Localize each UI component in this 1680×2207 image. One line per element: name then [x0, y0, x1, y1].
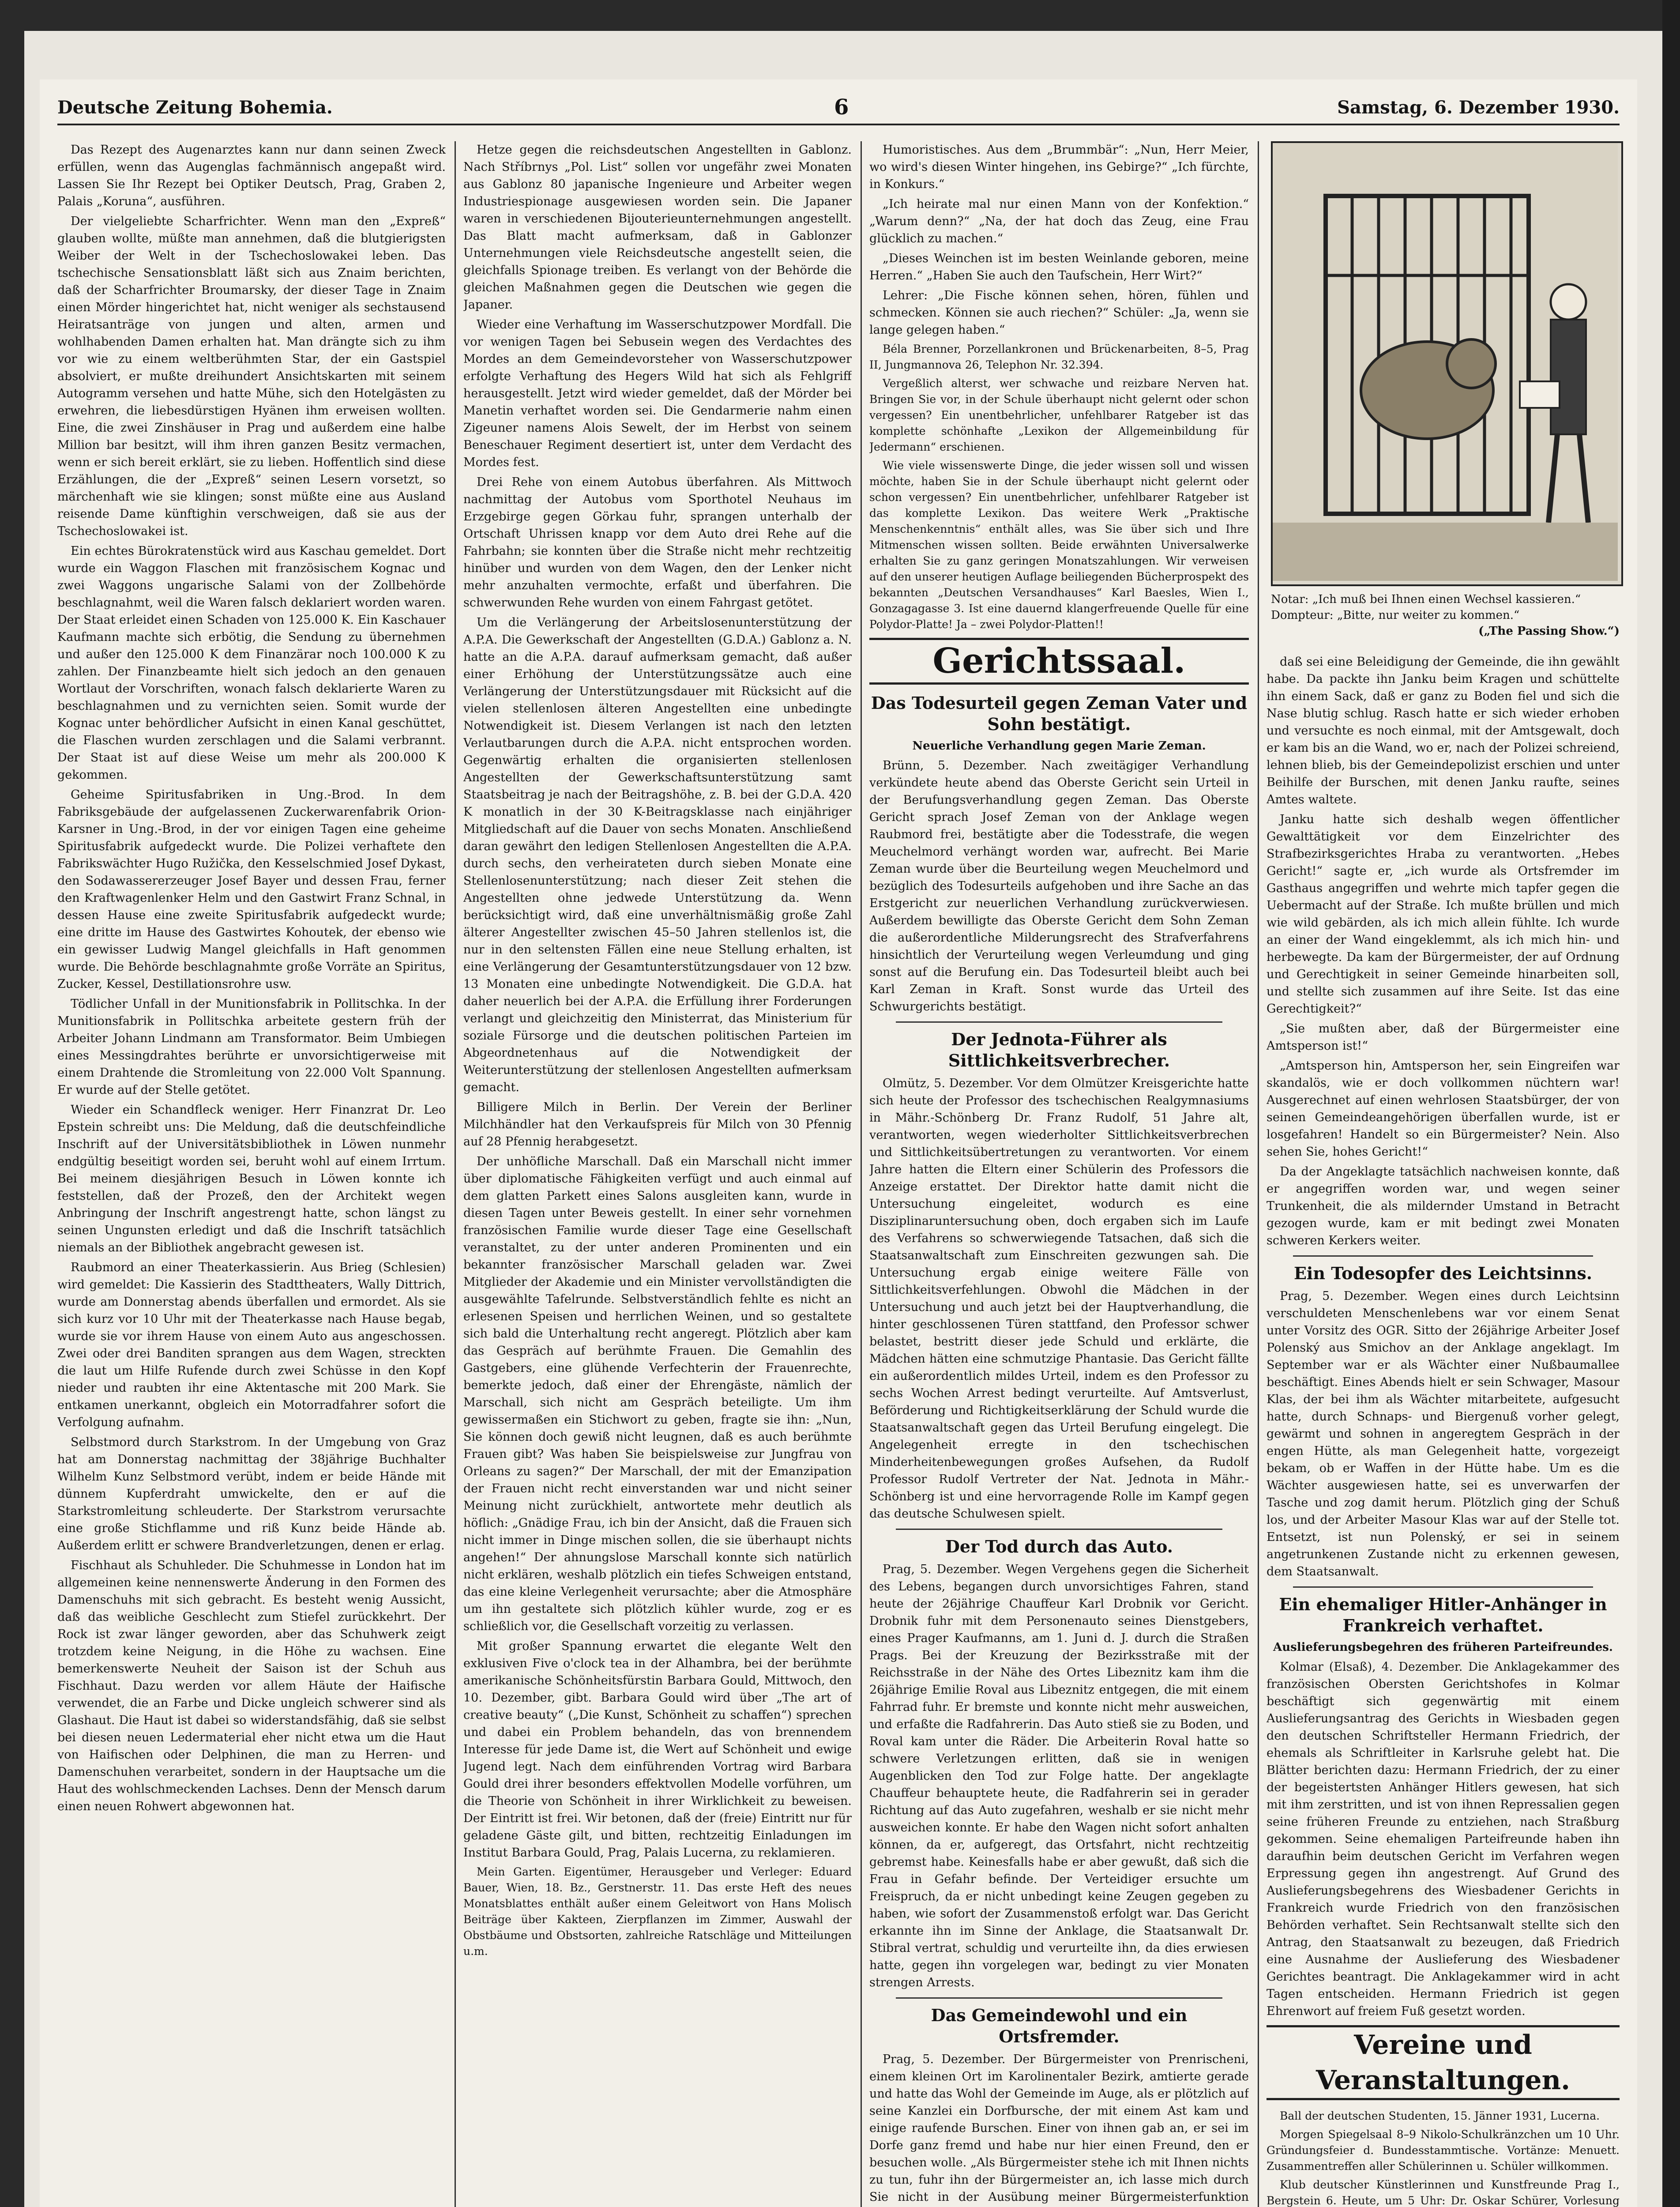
article-headline: Ein ehemaliger Hitler-Anhänger in Frankreich verhaftet.	[1279, 1594, 1607, 1635]
article-paragraph: Da der Angeklagte tatsächlich nachweisen konnte, daß er angegriffen worden war, und wegen seiner Trunkenheit, die als mildernder Umstand in Betracht gezogen wurde, kam er mit bedingt zwei Monaten schweren Kerkers weiter.	[1267, 1165, 1620, 1247]
article-paragraph: Lehrer: „Die Fische können sehen, hören, fühlen und schmecken. Können sie auch riechen?“ Schüler: „Ja, wenn sie lange gelegen haben.“	[869, 289, 1249, 337]
article-headline: Der Tod durch das Auto.	[945, 1537, 1173, 1556]
column-1	[57, 141, 446, 2207]
article-paragraph: Mit großer Spannung erwartet die elegante Welt den exklusiven Five o'clock tea in der Alhambra, bei der berühmte amerikanische Schönheitsfürstin Barbara Gould, Mittwoch, den 10. Dezember, gibt. Barbara Gould wird über „The art of creative beauty“ („Die Kunst, Schönheit zu schaffen“) sprechen und dabei ein Problem behandeln, das von brennendem Interesse für jede Dame ist, die Wert auf Schönheit und ewige Jugend legt. Nach dem einführenden Vortrag wird Barbara Gould drei ihrer besonders effektvollen Modelle vorführen, um die Theorie von Schönheit in ihrer Wirklichkeit zu beweisen. Der Eintritt ist frei. Wir betonen, daß der (freie) Eintritt nur für geladene Gäste gilt, und bitten, rechtzeitig Einladungen im Institut Barbara Gould, Prag, Palais Lucerna, zu reklamieren.	[463, 1639, 852, 1860]
article-subheadline: Neuerliche Verhandlung gegen Marie Zeman.	[912, 739, 1206, 753]
event-listing: Morgen Spiegelsaal 8–9 Nikolo-Schulkränzchen um 10 Uhr. Gründungsfeier d. Bundesstammtische. Vortänze: Menuett. Zusammentreffen aller Schülerinnen u. Schüler willkommen.	[1267, 2128, 1620, 2173]
article-subheadline: Auslieferungsbegehren des früheren Parteifreundes.	[1273, 1641, 1613, 1654]
cartoon-drawing	[1273, 143, 1618, 581]
column-4	[1267, 653, 1620, 2207]
article-paragraph: Ein echtes Bürokratenstück wird aus Kaschau gemeldet. Dort wurde ein Waggon Flaschen mit französischem Kognac und zwei Waggons ungarische Salami von der Zollbehörde beschlagnahmt, weil die Waren falsch deklariert worden waren. Der Staat erleidet einen Schaden von 125.000 K. Ein Kaschauer Kaufmann machte sich erbötig, die Sendung zu übernehmen und außer den 125.000 K dem Finanzärar noch 100.000 K zu zahlen. Der Finanzbeamte hielt sich jedoch an den genauen Wortlaut der Vorschriften, wonach falsch deklarierte Waren zu beschlagnahmen und zu vernichten seien. Somit wurde der Kognac unter behördlicher Aufsicht in einen Kanal geschüttet, die Flaschen wurden zerschlagen und die Salami verbrannt. Der Staat ist auf diese Weise um mehr als 200.000 K gekommen.	[57, 544, 446, 782]
column-divider	[861, 141, 862, 2207]
scan-border-top	[0, 0, 1680, 31]
article-paragraph: Wieder eine Verhaftung im Wasserschutzpower Mordfall. Die vor wenigen Tagen bei Sebusein wegen des Verdachtes des Mordes an dem Gemeindevorsteher von Wasserschutzpower erfolgte Verhaftung des Hegers Wild hat sich als Fehlgriff herausgestellt. Jetzt wird wieder gemeldet, daß der Mörder bei Manetin verhaftet worden sei. Die Gendarmerie nahm einen Zigeuner namens Alois Sewelt, der im Herbst von seinem Beneschauer Regiment desertiert ist, unter dem Verdacht des Mordes fest.	[463, 318, 852, 469]
event-listing: Klub deutscher Künstlerinnen und Kunstfreunde Prag I., Bergstein 6. Heute, um 5 Uhr: Dr. Oskar Schürer, Vorlesung	[1267, 2178, 1620, 2207]
article-paragraph: „Ich heirate mal nur einen Mann von der Konfektion.“ „Warum denn?“ „Na, der hat doch das Zeug, eine Frau glücklich zu machen.“	[869, 197, 1249, 245]
article-divider	[896, 1997, 1222, 1999]
cartoon-caption-text: Notar: „Ich muß bei Ihnen einen Wechsel kassieren.“ Dompteur: „Bitte, nur weiter zu kommen.“	[1271, 593, 1581, 622]
section-title-gerichtssaal: Gerichtssaal.	[869, 638, 1249, 685]
article-paragraph: Tödlicher Unfall in der Munitionsfabrik in Pollitschka. In der Munitionsfabrik in Pollitschka arbeitete gestern früh der Arbeiter Johann Lindmann am Transformator. Beim Umbiegen eines Messingdrahtes berührte er unvorsichtigerweise mit einem Drahtende die Stromleitung von 22.000 Volt Spannung. Er wurde auf der Stelle getötet.	[57, 997, 446, 1097]
article-paragraph: Selbstmord durch Starkstrom. In der Umgebung von Graz hat am Donnerstag nachmittag der 38jährige Buchhalter Wilhelm Kunz Selbstmord verübt, indem er beide Hände mit dünnem Kupferdraht umwickelte, den er auf die Starkstromleitung schleuderte. Der Starkstrom verursachte eine große Stichflamme und riß Kunz beide Hände ab. Außerdem erlitt er schwere Brandverletzungen, denen er erlag.	[57, 1435, 446, 1552]
advertisement: Béla Brenner, Porzellankronen und Brückenarbeiten, 8–5, Prag II, Jungmannova 26, Telephon Nr. 32.394.	[869, 343, 1249, 371]
article-paragraph: Mein Garten. Eigentümer, Herausgeber und Verleger: Eduard Bauer, Wien, 18. Bz., Gerstnerstr. 11. Das erste Heft des neues Monatsblattes enthält außer einem Geleitwort von Hans Molisch Beiträge über Kakteen, Zierpflanzen im Zimmer, Auswahl der Obstbäume und Obstsorten, zahlreiche Ratschläge und Mitteilungen u.m.	[463, 1865, 852, 1958]
article-divider	[1293, 1586, 1593, 1588]
newspaper-page	[40, 79, 1637, 2207]
masthead-date: Samstag, 6. Dezember 1930.	[1337, 97, 1620, 118]
article-body: Prag, 5. Dezember. Der Bürgermeister von Prenrischeni, einem kleinen Ort im Karolinentaler Bezirk, amtierte gerade und hatte das Wohl der Gemeinde im Auge, als er plötzlich auf seine Kanzlei ein Dorfbursche, der mit einem Ast kam und einige raufende Burschen. Einer von ihnen gab an, er sei im Dorfe ganz fremd und habe nur hier einen Freund, den er besuchen wolle. „Als Bürgermeister stehe ich mit Ihnen nichts zu tun, fuhr ihn der Bürgermeister an, ich lasse mich durch Sie nicht in der Ausübung meiner Bürgermeisterfunktion	[869, 2053, 1249, 2204]
article-paragraph: Geheime Spiritusfabriken in Ung.-Brod. In dem Fabriksgebäude der aufgelassenen Zuckerwarenfabrik Orion-Karsner in Ung.-Brod, in der vor einigen Tagen eine geheime Spiritusfabrik aufgedeckt wurde. Die Polizei verhaftete den Fabrikswächter Hugo Ružička, den Kesselschmied Josef Dykast, den Sodawassererzeuger Josef Bayer und dessen Frau, ferner den Kraftwagenlenker Helm und den Gastwirt Franz Schnal, in dessen Hause eine zweite Spiritusfabrik aufgedeckt wurde; eine dritte im Hause des Gastwirtes Kohoutek, der ebenso wie ein gewisser Ludwig Mangel gleichfalls in Haft genommen wurde. Die Behörde beschlagnahmte große Vorräte an Spiritus, Zucker, Kessel, Destillationsrohre usw.	[57, 788, 446, 991]
column-divider	[1258, 141, 1259, 2207]
article-body: Brünn, 5. Dezember. Nach zweitägiger Verhandlung verkündete heute abend das Oberste Gericht sein Urteil in der Berufungsverhandlung gegen Zeman. Das Oberste Gericht sprach Josef Zeman von der Anklage wegen Raubmord frei, bestätigte aber die Todesstrafe, die wegen Meuchelmord verhängt worden war, aufrecht. Bei Marie Zeman wurde über die Beurteilung wegen Meuchelmord und bezüglich des Todesurteils aufgehoben und ihre Sache an das Erstgericht zur neuerlichen Verhandlung zurückverwiesen. Außerdem bewilligte das Oberste Gericht dem Sohn Zeman die außerordentliche Milderungsrecht des Strafverfahrens hinsichtlich der Verurteilung wegen Verleumdung und ging sonst auf die Berufung ein. Das Todesurteil bleibt auch bei Karl Zeman in Kraft. Sonst wurde das Urteil des Schwurgerichts bestätigt.	[869, 759, 1249, 1013]
article-paragraph: Drei Rehe von einem Autobus überfahren. Als Mittwoch nachmittag der Autobus vom Sporthotel Neuhaus im Erzgebirge gegen Görkau fuhr, sprangen unterhalb der Ortschaft Uhrissen knapp vor dem Auto drei Rehe auf die Fahrbahn; sie konnten über die Straße nicht mehr rechtzeitig hinüber und wurden von dem Wagen, den der Lenker nicht mehr anzuhalten vermochte, erfaßt und überfahren. Die schwerwunden Rehe wurden von einem Fahrgast getötet.	[463, 475, 852, 610]
article-paragraph: Janku hatte sich deshalb wegen öffentlicher Gewalttätigkeit vor dem Einzelrichter des Strafbezirksgerichtes Hraba zu verantworten. „Hebes Gericht!“ sagte er, „ich wurde als Ortsfremder im Gasthaus angegriffen und wehrte mich tapfer gegen die Uebermacht auf der Straße. Ich mußte brüllen und mich wie wild gebärden, als ich mich allein fühlte. Ich wurde an einer der Wand eingeklemmt, als ich mich hin- und herbewegte. Da kam der Bürgermeister, der auf Ordnung und Gerechtigkeit in seiner Gemeinde hinarbeiten soll, und stellte sich zusammen auf ihre Seite. Ist das eine Gerechtigkeit?“	[1267, 813, 1620, 1016]
article-paragraph: Raubmord an einer Theaterkassierin. Aus Brieg (Schlesien) wird gemeldet: Die Kassierin des Stadttheaters, Wally Dittrich, wurde am Donnerstag abends überfallen und ermordet. Als sie sich kurz vor 10 Uhr mit der Theaterkasse nach Hause begab, wurde sie vor ihrem Hause von einem Auto aus angeschossen. Zwei oder drei Banditen sprangen aus dem Wagen, streckten die laut um Hilfe Rufende durch zwei Schüsse in den Kopf nieder und raubten ihr eine Aktentasche mit 200 Mark. Sie entkamen unerkannt, obgleich ein Motorradfahrer sofort die Verfolgung aufnahm.	[57, 1261, 446, 1429]
article-paragraph: Der unhöfliche Marschall. Daß ein Marschall nicht immer über diplomatische Fähigkeiten verfügt und auch einmal auf dem glatten Parkett eines Salons ausgleiten kann, wurde in diesen Tagen unter Beweis gestellt. In einer sehr vornehmen französischen Familie wurde dieser Tage eine Gesellschaft veranstaltet, zu der unter anderen Prominenten und ein bekannter französischer Marschall geladen war. Zwei Mitglieder der Akademie und ein Minister vervollständigten die ausgewählte Tafelrunde. Selbstverständlich fehlte es nicht an erlesenen Speisen und herrlichen Weinen, und so gestaltete sich bald die Unterhaltung recht angeregt. Plötzlich aber kam das Gespräch auf berühmte Frauen. Die Gemahlin des Gastgebers, eine glühende Verfechterin der Frauenrechte, bemerkte jedoch, daß einer der Ehrengäste, nämlich der Marschall, sich nicht am Gespräch beteiligte. Um ihm gewissermaßen ein Stichwort zu geben, fragte sie ihn: „Nun, Sie können doch gewiß nicht leugnen, daß es auch berühmte Frauen gibt? Was haben Sie beispielsweise zur Jungfrau von Orleans zu sagen?“ Der Marschall, der mit der Emanzipation der Frauen nicht recht einverstanden war und nicht seiner Meinung nicht zurückhielt, antwortete mehr deutlich als höflich: „Gnädige Frau, ich bin der Ansicht, daß die Frauen sich nicht immer in Dinge mischen sollen, die sie überhaupt nichts angehen!“ Der ahnungslose Marschall konnte sich natürlich nicht erklären, weshalb plötzlich ein tiefes Schweigen entstand, das eine kleine Verlegenheit verursachte; aber die Atmosphäre um ihn gestaltete sich plötzlich kühler wurde, zog er es schließlich vor, die Gesellschaft vorzeitig zu verlassen.	[463, 1155, 852, 1633]
article-paragraph: Hetze gegen die reichsdeutschen Angestellten in Gablonz. Nach Stříbrnys „Pol. List“ sollen vor ungefähr zwei Monaten aus Gablonz 80 japanische Ingenieure und Arbeiter wegen Industriespionage ausgewiesen worden sein. Die Japaner waren in verschiedenen Bijouterieunternehmungen angestellt. Das Blatt macht aufmerksam, daß in Gablonzer Unternehmungen viele Reichsdeutsche angestellt seien, die gleichfalls Spionage treiben. Es verlangt von der Behörde die gleichen Maßnahmen gegen die Deutschen wie gegen die Japaner.	[463, 143, 852, 312]
article-body: Prag, 5. Dezember. Wegen Vergehens gegen die Sicherheit des Lebens, begangen durch unvorsichtiges Fahren, stand heute der 26jährige Chauffeur Karl Drobnik vor Gericht. Drobnik fuhr mit dem Personenauto seines Dienstgebers, eines Prager Kaufmanns, am 1. Juni d. J. durch die Straßen Prags. Bei der Kreuzung der Bezirksstraße mit der Reichsstraße in der Nähe des Ortes Libeznitz kam ihm die 26jährige Emilie Roval aus Libeznitz entgegen, die mit einem Fahrrad fuhr. Er bremste und konnte nicht mehr ausweichen, und erfaßte die Radfahrerin. Das Auto stieß sie zu Boden, und Roval kam unter die Räder. Die Arbeiterin Roval hatte so schwere Verletzungen erlitten, daß sie in wenigen Augenblicken den Tod zur Folge hatte. Der angeklagte Chauffeur behauptete heute, die Radfahrerin sei in gerader Richtung auf das Auto zugefahren, weshalb er sie nicht mehr ausweichen konnte. Er habe den Wagen nicht sofort anhalten können, da er, aufgeregt, das Ortsfahrt, nicht rechtzeitig gebremst habe. Keinesfalls habe er aber gewußt, daß sich die Frau in Gefahr befinde. Der Verteidiger ersuchte um Freispruch, da er nicht unbedingt keine Zeugen gegeben zu haben, wie sofort der Zusammenstoß erfolgt war. Das Gericht erkannte ihn im Sinne der Anklage, die Staatsanwalt Dr. Stibral vertrat, schuldig und verurteilte ihn, da dies erwiesen hatte, gegen ihn vorgelegen war, bedingt zu vier Monaten strengen Arrests.	[869, 1563, 1249, 1989]
article-headline: Ein Todesopfer des Leichtsinns.	[1293, 1263, 1593, 1283]
article-paragraph: Billigere Milch in Berlin. Der Verein der Berliner Milchhändler hat den Verkaufspreis für Milch von 30 Pfennig auf 28 Pfennig herabgesetzt.	[463, 1100, 852, 1149]
article-divider	[1293, 1255, 1593, 1257]
column-3	[869, 141, 1249, 2207]
article-paragraph: „Sie mußten aber, daß der Bürgermeister eine Amtsperson ist!“	[1267, 1022, 1620, 1053]
cartoon-caption	[1271, 591, 1620, 639]
article-paragraph: Das Rezept des Augenarztes kann nur dann seinen Zweck erfüllen, wenn das Augenglas fachmännisch angepaßt wird. Lassen Sie Ihr Rezept bei Optiker Deutsch, Prag, Graben 2, Palais „Koruna“, ausführen.	[57, 143, 446, 208]
event-listing: Ball der deutschen Studenten, 15. Jänner 1931, Lucerna.	[1280, 2109, 1600, 2122]
scan-border-right	[1662, 0, 1680, 2207]
article-headline: Das Gemeindewohl und ein Ortsfremder.	[931, 2005, 1188, 2046]
article-paragraph: Wieder ein Schandfleck weniger. Herr Finanzrat Dr. Leo Epstein schreibt uns: Die Meldung, daß die deutschfeindliche Inschrift auf der Universitätsbibliothek in Löwen nunmehr endgültig beseitigt worden sei, beruht wohl auf einem Irrtum. Bei meinem diesjährigen Besuch in Löwen konnte ich feststellen, daß der Prozeß, den der Architekt wegen Anbringung der Inschrift angestrengt hatte, schon längst zu seinen Ungunsten erledigt und daß die Inschrift tatsächlich niemals an der Bibliothek angebracht gewesen ist.	[57, 1103, 446, 1254]
article-headline: Das Todesurteil gegen Zeman Vater und Sohn bestätigt.	[871, 693, 1248, 734]
article-body: Prag, 5. Dezember. Wegen eines durch Leichtsinn verschuldeten Menschenlebens war vor einem Senat unter Vorsitz des OGR. Sitto der 26jährige Arbeiter Josef Polenský aus Smichov an der Anklage angeklagt. Im September war er als Wächter einer Nußbaumallee beschäftigt. Eines Abends hielt er sein Schwager, Masour Klas, der bei ihm als Wächter mitarbeitete, aufgesucht hatte, durch Schnaps- und Biergenuß vorher gelegt, gewärmt und sohnen in angeregtem Gespräch in der engen Hütte, als man Gelegenheit hatte, vorgezeigt bekam, ob er Waffen in der Hütte habe. Um es die Wächter ausgewiesen hatte, sei es unverwarfen der Tasche und zog damit herum. Plötzlich ging der Schuß los, und der Arbeiter Masour Klas war auf der Stelle tot. Entsetzt, ist nun Polenský, er sei in seinem angetrunkenen Zustande nicht zu erkennen gewesen, dem Staatsanwalt.	[1267, 1289, 1620, 1578]
article-paragraph: „Amtsperson hin, Amtsperson her, sein Eingreifen war skandalös, wie er doch vollkommen nüchtern war! Ausgerechnet auf einen wehrlosen Staatsbürger, der von seinen Gemeindeangehörigen überfallen wurde, ist er losgefahren! Handelt so ein Bürgermeister? Nein. Also sehen Sie, hohes Gericht!“	[1267, 1059, 1620, 1159]
article-paragraph: Fischhaut als Schuhleder. Die Schuhmesse in London hat im allgemeinen keine nennenswerte Änderung in den Formen des Damenschuhs mit sich gebracht. Es besteht wenig Aussicht, daß das weibliche Geschlecht zum Stiefel zurückkehrt. Der Rock ist zwar länger geworden, aber das Schuhwerk zeigt trotzdem keine Neigung, in die Höhe zu wachsen. Eine bemerkenswerte Neuheit der Saison ist der Schuh aus Fischhaut. Dazu werden vor allem Häute der Haifische verwendet, die an Farbe und Dicke ungleich schwerer sind als Glashaut. Die Haut ist dabei so widerstandsfähig, daß sie selbst bei diesen neuen Ledermaterial eher nicht etwa um die Haut von Haifischen oder Delphinen, die man zu Herren- und Damenschuhen verarbeitet, sondern in der Hauptsache um die Haut des wohlschmeckenden Lachses. Denn der Mensch darum einen neuen Rohwert abgewonnen hat.	[57, 1559, 446, 1813]
article-divider	[896, 1529, 1222, 1530]
article-paragraph: daß sei eine Beleidigung der Gemeinde, die ihn gewählt habe. Da packte ihn Janku beim Kragen und schüttelte ihn einem Sack, daß er ganz zu Boden fiel und sich die Nase blutig schlug. Rasch hatte er sich wieder erhoben und versuchte es noch einmal, mit der Amtsgewalt, doch er kam bis an die Wand, wo er, nach der Polizei schreiend, lehnen blieb, bis der Gemeindepolizist erschien und unter Beihilfe der Burschen, mit denen Janku raufte, seines Amtes waltete.	[1267, 655, 1620, 806]
article-paragraph: „Dieses Weinchen ist im besten Weinlande geboren, meine Herren.“ „Haben Sie auch den Taufschein, Herr Wirt?“	[869, 252, 1249, 282]
section-title-vereine: Vereine und Veranstaltungen.	[1267, 2025, 1620, 2100]
advertisement: Wie viele wissenswerte Dinge, die jeder wissen soll und wissen möchte, haben Sie in der Schule überhaupt nicht gelernt oder schon vergessen? Ein unentbehrlicher, unfehlbarer Ratgeber ist das komplette Lexikon. Das weitere Werk „Praktische Menschenkenntnis“ enthält alles, was Sie über sich und Ihre Mitmenschen wissen sollten. Beide erwähnten Universalwerke erhalten Sie zu ganz geringen Monatszahlungen. Wir verweisen auf den unserer heutigen Auflage beiliegenden Bücherprospekt des bekannten „Deutschen Versandhauses“ Karl Baesles, Wien I., Gonzagagasse 3. Ist eine dauernd klangerfreuende Quelle für eine Polydor-Platte! Ja – zwei Polydor-Platten!!	[869, 459, 1249, 631]
column-divider	[455, 141, 456, 2207]
advertisement: Vergeßlich alterst, wer schwache und reizbare Nerven hat. Bringen Sie vor, in der Schule überhaupt nicht gelernt oder schon vergessen? Ein unentbehrlicher, unfehlbarer Ratgeber ist das komplette schönhafte „Lexikon der Allgemeinbildung für Jedermann“ erschienen.	[869, 377, 1249, 453]
masthead	[57, 93, 1620, 125]
article-body: Kolmar (Elsaß), 4. Dezember. Die Anklagekammer des französischen Obersten Gerichtshofes in Kolmar beschäftigt sich gegenwärtig mit einem Auslieferungsantrag des Gerichts in Wiesbaden gegen den deutschen Schriftsteller Hermann Friedrich, der ehemals als Schriftleiter in Karlsruhe gelebt hat. Die Blätter berichten dazu: Hermann Friedrich, der zu einer der begeistertsten Anhänger Hitlers gewesen, hat sich mit ihm zerstritten, und ist von ihnen Repressalien gegen seine früheren Freunde zu entziehen, nach Straßburg gekommen. Seine ehemaligen Parteifreunde haben ihn daraufhin beim deutschen Gericht im Verfahren wegen Erpressung gegen ihn angestrengt. Auf Grund des Auslieferungsbegehrens des Wiesbadener Gerichts in Frankreich wurde Friedrich von den französischen Behörden verhaftet. Sein Rechtsanwalt stellte sich den Antrag, den Staatsanwalt zu bezeugen, daß Friedrich eine Ausnahme der Auslieferung des Wiesbadener Gerichtes beantragt. Die Anklagekammer wird in acht Tagen entscheiden. Hermann Friedrich ist gegen Ehrenwort auf freiem Fuß gesetzt worden.	[1267, 1660, 1620, 2018]
article-headline: Der Jednota-Führer als Sittlichkeitsverbrecher.	[948, 1029, 1170, 1070]
cartoon-illustration	[1271, 141, 1623, 586]
page-number: 6	[834, 95, 849, 120]
article-body: Olmütz, 5. Dezember. Vor dem Olmützer Kreisgerichte hatte sich heute der Professor des tschechischen Realgymnasiums in Mähr.-Schönberg Dr. Franz Rudolf, 51 Jahre alt, verantworten, wegen wiederholter Sittlichkeitsverbrechen und Sittlichkeitsübertretungen zu verantworten. Vor einem Jahre hatten die Eltern einer Schülerin des Professors die Anzeige erstattet. Der Direktor hatte damit nicht die Untersuchung eingeleitet, wodurch es eine Disziplinaruntersuchung oben, doch ergaben sich im Laufe des Verfahrens so schwerwiegende Tatsachen, daß sich die Staatsanwaltschaft zum Einschreiten gezwungen sah. Die Untersuchung ergab einige weitere Fälle von Sittlichkeitsverfehlungen. Obwohl die Mädchen in der Untersuchung und auch jetzt bei der Hauptverhandlung, die hinter geschlossenen Türen stattfand, den Professor schwer belastet, bestritt dieser jede Schuld und erklärte, die Mädchen hätten eine schmutzige Phantasie. Das Gericht fällte ein außerordentlich mildes Urteil, indem es den Professor zu sechs Wochen Arrest bedingt verurteilte. Auf Amtsverlust, Beförderung und Richtigkeitserklärung der Schuld wurde die Staatsanwaltschaft gegen das Urteil Berufung eingelegt. Die Angelegenheit erregte in den tschechischen Minderheitenbewegungen großes Aufsehen, da Rudolf Professor Rudolf Vertreter der Nat. Jednota in Mähr.-Schönberg ist und eine hervorragende Rolle im Kampf gegen das deutsche Schulwesen spielt.	[869, 1077, 1249, 1521]
masthead-title: Deutsche Zeitung Bohemia.	[57, 97, 333, 118]
article-paragraph: Der vielgeliebte Scharfrichter. Wenn man den „Expreß“ glauben wollte, müßte man annehmen, daß die blutgierigsten Weiber der Welt in der Tschechoslowakei leben. Das tschechische Sensationsblatt läßt sich aus Znaim berichten, daß der Scharfrichter Broumarsky, der dieser Tage in Znaim einen Mörder hingerichtet hat, nicht weniger als sechstausend Heiratsanträge von jungen und alten, armen und wohlhabenden Damen erhalten hat. Man drängte sich zu ihm vor wie zu einem weltberühmten Star, der ein Gastspiel absolviert, er mußte dreihundert Ansichtskarten mit seinem Autogramm versehen und hatte Mühe, sich den Hotelgästen zu erwehren, die liebesdürstigen Hyänen ihm erweisen wollten. Eine, die zwei Zinshäuser in Prag und außerdem eine halbe Million bar besitzt, will ihm ihren ganzen Besitz vermachen, wenn er sich bereit erklärt, sie zu lieben. Hoffentlich sind diese Erzählungen, die der „Expreß“ seinen Lesern vorsetzt, so märchenhaft wie sie klingen; sonst müßte eine aus Ausland reisende Dame künftighin verschweigen, daß sie aus der Tschechoslowakei ist.	[57, 215, 446, 538]
article-paragraph: Humoristisches. Aus dem „Brummbär“: „Nun, Herr Meier, wo wird's diesen Winter hingehen, ins Gebirge?“ „Ich fürchte, in Konkurs.“	[869, 143, 1249, 191]
article-paragraph: Um die Verlängerung der Arbeitslosenunterstützung der A.P.A. Die Gewerkschaft der Angestellten (G.D.A.) Gablonz a. N. hatte an die A.P.A. darauf aufmerksam gemacht, daß außer einer Erhöhung der Unterstützungssätze auch eine Verlängerung der Unterstützungsdauer mit Rücksicht auf die vielen stellenlosen älteren Angestellten eine unbedingte Notwendigkeit ist. Diesem Verlangen ist nach den letzten Verlautbarungen durch die A.P.A. nicht entsprochen worden. Gegenwärtig erhalten die organisierten stellenlosen Angestellten der Gewerkschaftsunterstützung samt Staatsbeitrag je nach der Beitragshöhe, z. B. bei der G.D.A. 420 K monatlich in der 30 K-Beitragsklasse nach einjähriger Mitgliedschaft auf die Dauer von sechs Monaten. Anschließend daran gewährt den ledigen Stellenlosen Angestellten die A.P.A. durch sechs, den verheirateten durch sieben Monate eine Stellenlosenunterstützung; nach dieser Zeit stehen die Angestellten ohne jedwede Unterstützung da. Wenn berücksichtigt wird, daß eine unverhältnismäßig große Zahl älterer Angestellter zwischen 45–50 Jahren stellenlos ist, die nur in den seltensten Fällen eine neue Stellung erhalten, ist eine Verlängerung der Gesamtunterstützungsdauer von 12 bzw. 13 Monaten eine unbedingte Notwendigkeit. Die G.D.A. hat daher neuerlich bei der A.P.A. die Erfüllung ihrer Forderungen verlangt und gleichzeitig den Ministerrat, das Ministerium für soziale Fürsorge und die deutschen politischen Parteien im Abgeordnetenhaus auf die Notwendigkeit der Weiterunterstützung der stellenlosen Angestellten aufmerksam gemacht.	[463, 616, 852, 1094]
cartoon-source: („The Passing Show.“)	[1478, 625, 1620, 638]
article-divider	[896, 1021, 1222, 1023]
column-2	[463, 141, 852, 2207]
scan-border-left	[0, 0, 24, 2207]
